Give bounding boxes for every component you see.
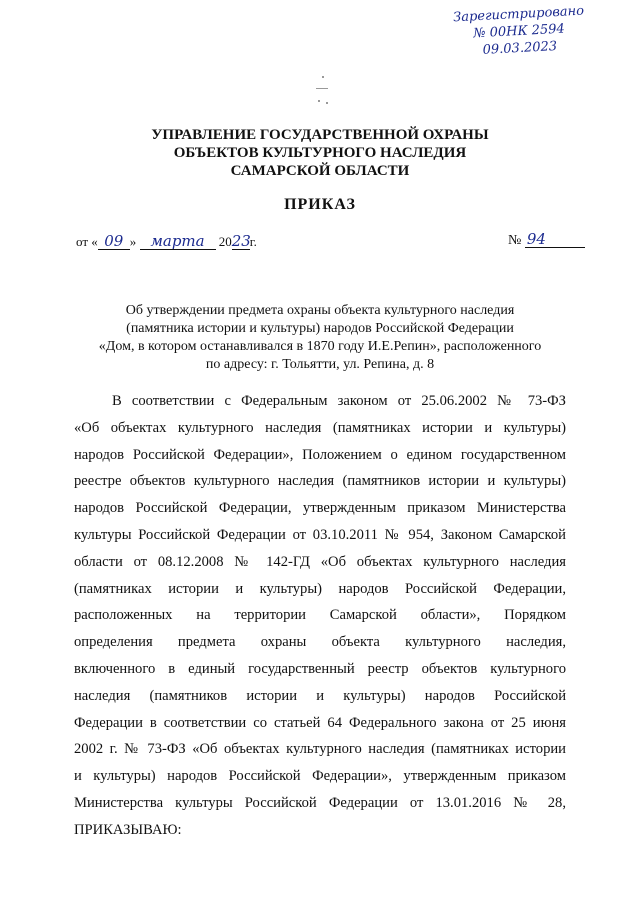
number-prefix: №: [508, 233, 522, 248]
date-suffix: г.: [249, 234, 257, 249]
date-mid: »: [129, 234, 137, 249]
registration-note-line3: 09.03.2023: [482, 39, 558, 58]
body-line: народов Российской Федерации, утвержденным приказом Министерства: [74, 500, 566, 517]
number-value: 94: [525, 232, 585, 248]
body-line: реестре объектов культурного наследия (памятников истории и культуры): [74, 473, 566, 490]
body-line: и культуры) народов Российской Федерации», утвержденным приказом: [74, 768, 566, 785]
agency-line2: ОБЪЕКТОВ КУЛЬТУРНОГО НАСЛЕДИЯ: [173, 145, 467, 161]
date-year-prefix: 20: [218, 234, 232, 249]
date-month: марта: [140, 234, 216, 250]
body-line-closing: ПРИКАЗЫВАЮ:: [74, 821, 182, 838]
document-type-title: ПРИКАЗ: [284, 196, 356, 213]
subject-line1: Об утверждении предмета охраны объекта культурного наследия: [125, 303, 515, 318]
body-line: народов Российской Федерации», Положением о едином государственном: [74, 446, 566, 463]
order-number: [508, 232, 585, 249]
body-line: Министерства культуры Российской Федерации от 13.01.2016 № 28,: [74, 794, 566, 811]
date-prefix: от «: [76, 234, 98, 249]
body-line: В соответствии с Федеральным законом от 25.06.2002 № 73-ФЗ: [112, 393, 566, 409]
body-line: области от 08.12.2008 № 142-ГД «Об объектах культурного наследия: [74, 553, 566, 570]
body-line: культуры Российской Федерации от 03.10.2011 № 954, Законом Самарской: [74, 526, 566, 543]
body-line: (памятниках истории и культуры) народов Российской Федерации,: [74, 580, 566, 597]
registration-note-line1: Зарегистрировано: [452, 3, 585, 26]
registration-note-line2: № 00НК 2594: [472, 21, 566, 42]
order-subject: [80, 302, 560, 374]
agency-line3: САМАРСКОЙ ОБЛАСТИ: [230, 163, 410, 179]
order-body: [74, 388, 566, 844]
body-line: наследия (памятников истории и культуры) народов Российской: [74, 687, 566, 704]
body-line: 2002 г. № 73-ФЗ «Об объектах культурного наследия (памятниках истории: [74, 741, 566, 758]
body-line: «Об объектах культурного наследия (памятниках истории и культуры): [74, 419, 566, 436]
registration-stamp-handwritten: [453, 3, 585, 61]
order-date: [76, 234, 257, 250]
subject-line4: по адресу: г. Тольятти, ул. Репина, д. 8: [205, 357, 435, 372]
body-line: определения предмета охраны объекта культурного наследия,: [74, 634, 566, 651]
body-line: Федерации в соответствии со статьей 64 Федерального закона от 25 июня: [74, 714, 566, 731]
scan-smudge-marks: [314, 76, 332, 106]
agency-line1: УПРАВЛЕНИЕ ГОСУДАРСТВЕННОЙ ОХРАНЫ: [151, 127, 489, 143]
subject-line3: «Дом, в котором останавливался в 1870 году И.Е.Репин», расположенного: [98, 339, 542, 354]
agency-header: [0, 126, 640, 180]
body-line: расположенных на территории Самарской области», Порядком: [74, 607, 566, 624]
date-day: 09: [98, 234, 130, 250]
subject-line2: (памятника истории и культуры) народов Российской Федерации: [126, 321, 514, 336]
body-line: включенного в единый государственный реестр объектов культурного: [74, 660, 566, 677]
date-year-suffix: 23: [231, 232, 251, 250]
